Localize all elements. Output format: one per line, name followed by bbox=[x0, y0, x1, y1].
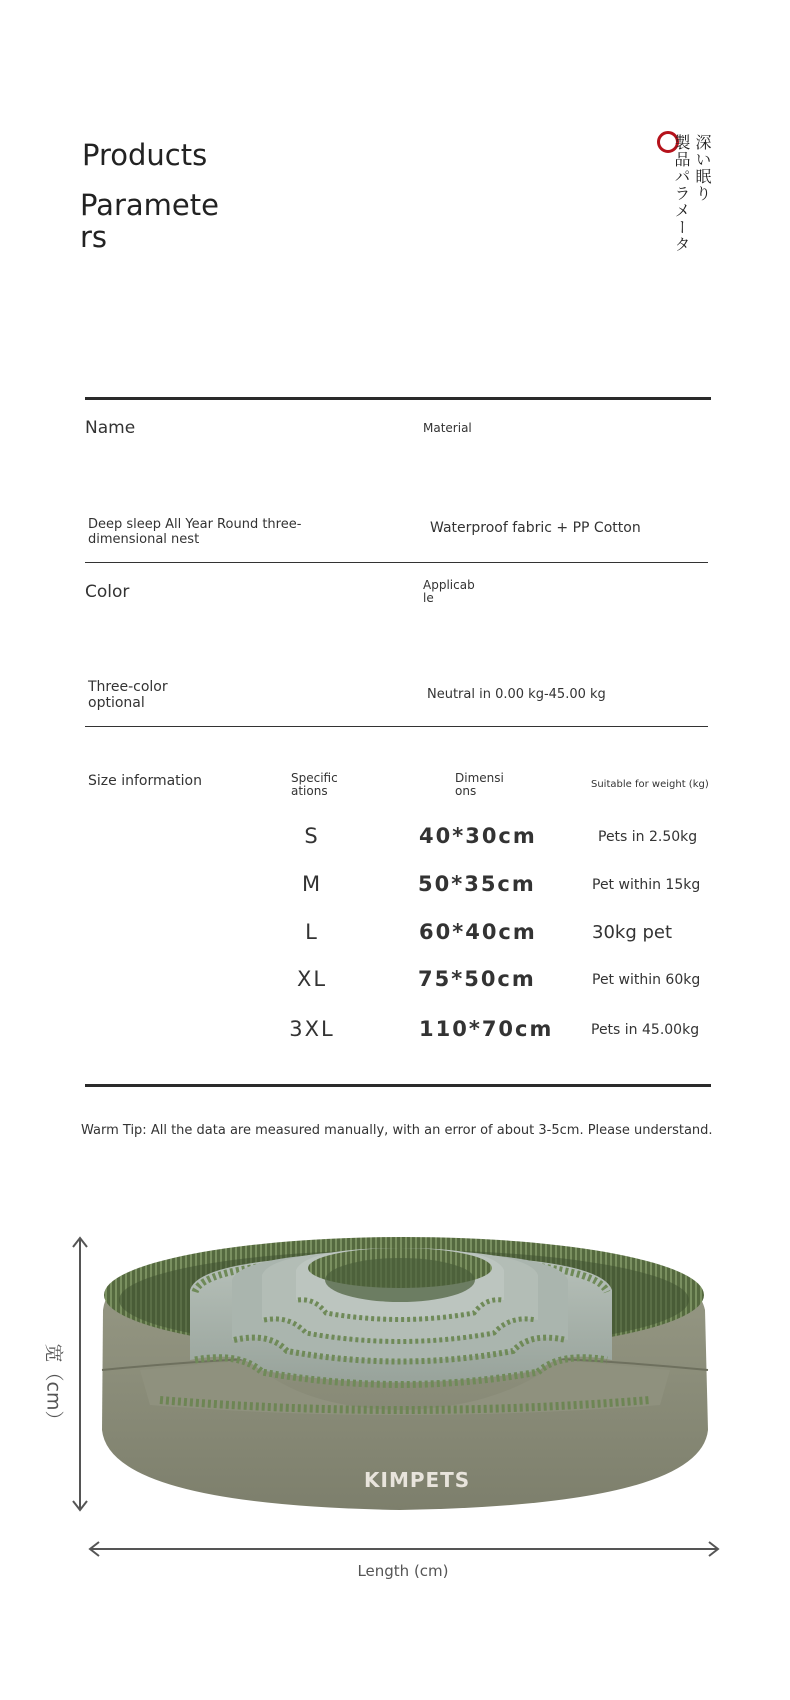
pet-bed-figure bbox=[0, 1220, 790, 1550]
size-dim: 75*50cm bbox=[418, 967, 536, 991]
jp-heading-col1: 深い眠り bbox=[693, 134, 712, 202]
applicable-value: Neutral in 0.00 kg-45.00 kg bbox=[427, 687, 606, 702]
name-value-line1: Deep sleep All Year Round three- bbox=[88, 517, 302, 532]
title-parameters-line2: rs bbox=[80, 220, 108, 254]
name-value bbox=[88, 517, 301, 547]
material-label: Material bbox=[423, 421, 472, 435]
length-arrow-heads bbox=[0, 1540, 790, 1560]
size-dim: 50*35cm bbox=[418, 872, 536, 896]
col-header-weight: Suitable for weight (kg) bbox=[591, 779, 709, 790]
warm-tip: Warm Tip: All the data are measured manually, with an error of about 3-5cm. Please understand. bbox=[81, 1123, 713, 1138]
brand-logo: KIMPETS bbox=[364, 1468, 471, 1492]
name-value-line2: dimensional nest bbox=[88, 532, 200, 547]
material-value: Waterproof fabric + PP Cotton bbox=[430, 520, 641, 536]
size-info-label: Size information bbox=[88, 773, 202, 789]
color-value-line2: optional bbox=[88, 695, 145, 711]
col-header-dim-line1: Dimensi bbox=[455, 771, 504, 785]
name-label: Name bbox=[85, 418, 136, 438]
size-weight: Pet within 60kg bbox=[592, 972, 701, 988]
table-top-rule bbox=[85, 397, 711, 400]
col-header-spec bbox=[291, 772, 338, 798]
size-weight: Pet within 15kg bbox=[592, 877, 701, 893]
color-value bbox=[88, 679, 168, 711]
size-spec: L bbox=[305, 920, 319, 944]
color-value-line1: Three-color bbox=[88, 679, 168, 695]
width-arrow bbox=[73, 1238, 87, 1510]
size-weight: Pets in 2.50kg bbox=[598, 829, 698, 845]
size-spec: XL bbox=[296, 967, 328, 991]
inner-bed-xsmall bbox=[296, 1248, 504, 1320]
col-header-dim-line2: ons bbox=[455, 784, 477, 798]
table-bottom-rule bbox=[85, 1084, 711, 1087]
col-header-spec-line1: Specific bbox=[291, 771, 338, 785]
width-axis-label: 宽（cm） bbox=[42, 1343, 65, 1430]
title-products: Products bbox=[82, 138, 208, 172]
length-axis-label: Length (cm) bbox=[357, 1562, 449, 1580]
size-weight: 30kg pet bbox=[592, 922, 673, 943]
size-weight: Pets in 45.00kg bbox=[591, 1022, 700, 1038]
title-parameters-line1: Paramete bbox=[80, 188, 219, 222]
size-spec: S bbox=[304, 824, 320, 848]
size-dim: 60*40cm bbox=[419, 920, 537, 944]
applicable-label-line1: Applicab bbox=[423, 578, 475, 592]
color-label: Color bbox=[85, 582, 130, 602]
row-divider-2 bbox=[85, 726, 708, 727]
applicable-label-line2: le bbox=[423, 591, 434, 605]
size-dim: 110*70cm bbox=[419, 1017, 554, 1041]
jp-heading-col2: 製品パラメータ bbox=[672, 134, 691, 253]
applicable-label bbox=[423, 579, 475, 605]
size-dim: 40*30cm bbox=[419, 824, 537, 848]
col-header-spec-line2: ations bbox=[291, 784, 328, 798]
col-header-dim bbox=[455, 772, 504, 798]
size-spec: M bbox=[301, 872, 323, 896]
row-divider-1 bbox=[85, 562, 708, 563]
size-spec: 3XL bbox=[289, 1017, 335, 1041]
